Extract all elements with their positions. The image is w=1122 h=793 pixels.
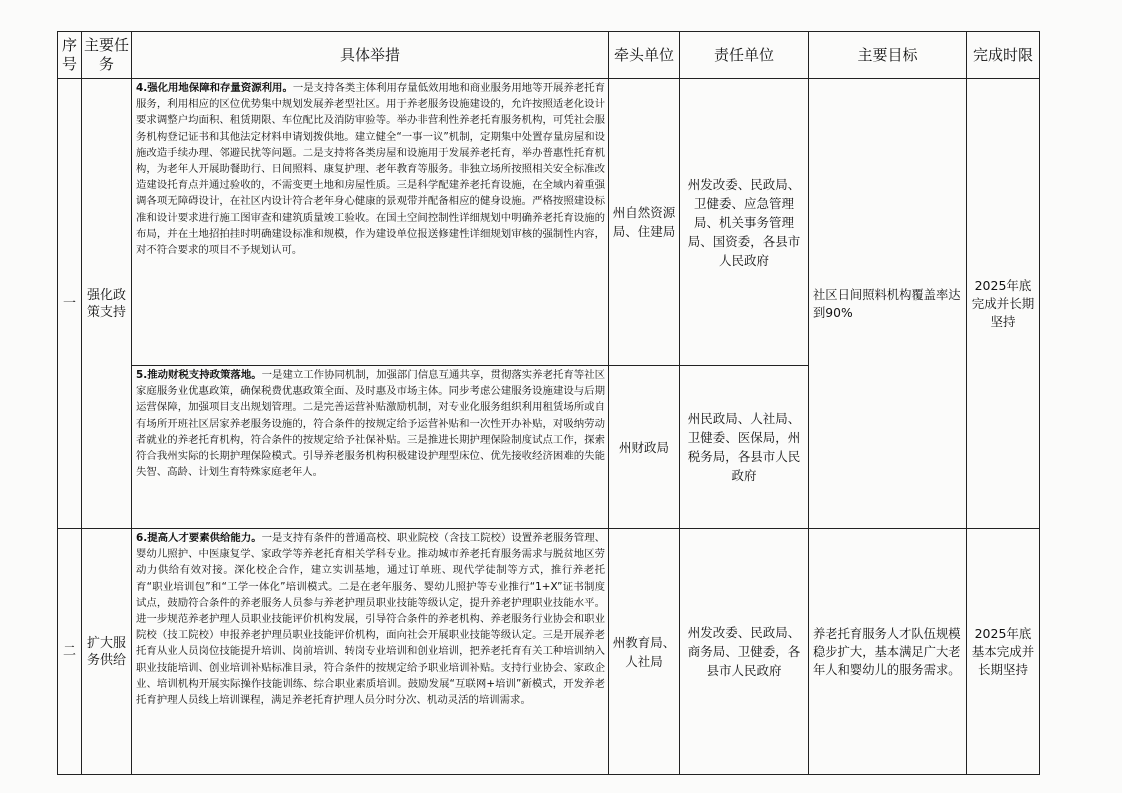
header-responsible: 责任单位 bbox=[680, 32, 809, 79]
table-row bbox=[58, 79, 1040, 366]
measure-title: 4.强化用地保障和存量资源利用。 bbox=[136, 82, 293, 94]
measure-text: 一是支持有条件的普通高校、职业院校（含技工院校）设置养老服务管理、婴幼儿照护、中医康复学、家政学等养老托育相关学科专业。推动城市养老托育服务需求与脱贫地区劳动力供给有效对接。深化校企合作，建立实训基地，通过订单班、现代学徒制等方式，推行养老托育“职业培训包”和“工学一体化”培训模式。二是在老年服务、婴幼儿照护等专业推行“1+X”证书制度试点，鼓励符合条件的养老服务人员参与养老护理员职业技能等级认定，提升养老护理职业技能水平。进一步规范养老护理人员职业技能评价机构发展，引导符合条件的养老机构、养老服务行业协会和职业院校（技工院校）申报养老护理员职业技能评价机构，面向社会开展职业技能等级认定。三是开展养老托育从业人员岗位技能提升培训、岗前培训、转岗专业培训和创业培训，把养老托育有关工种培训纳入职业技能培训、创业培训补贴标准目录，符合条件的按规定给予职业培训补贴。支持行业协会、家政企业、培训机构开展实际操作技能训练、综合职业素质培训。鼓励发展“互联网+培训”新模式，开发养老托育护理人员线上培训课程，满足养老托育护理人员分时分次、机动灵活的培训需求。 bbox=[136, 532, 605, 707]
measure-cell bbox=[132, 366, 609, 529]
measure-text: 一是支持各类主体利用存量低效用地和商业服务用地等开展养老托育服务，利用相应的区位优势集中规划发展养老型社区。用于养老服务设施建设的，允许按照适老化设计要求调整户均面积、租赁期限、车位配比及消防审验等。举办非营利性养老托育服务机构，可凭社会服务机构登记证书和其他法定材料申请划拨供地。建立健全“一事一议”机制，定期集中处置存量房屋和设施改造手续办理、邻避民扰等问题。二是支持将各类房屋和设施用于发展养老托育，举办普惠性托育机构，为老年人开展助餐助行、日间照料、康复护理、老年教育等服务。非独立场所按照相关安全标准改造建设托育点并通过验收的，不需变更土地和房屋性质。三是科学配建养老托育设施，在全域内着重强调各项无障碍设计，在社区内设计符合老年身心健康的景观带并配备相应的健身设施。严格按照建设标准和设计要求进行施工图审查和建筑质量竣工验收。在国土空间控制性详细规划中明确养老托育设施的布局，并在土地招拍挂时明确建设标准和规模，作为建设单位报送修建性详细规划审核的强制性内容，对不符合要求的项目不予规划认可。 bbox=[136, 82, 605, 257]
tasks-table bbox=[57, 31, 1040, 775]
measure-cell bbox=[132, 529, 609, 775]
measure-title: 5.推动财税支持政策落地。 bbox=[136, 369, 262, 381]
header-row bbox=[58, 32, 1040, 79]
responsible-unit: 州民政局、人社局、卫健委、医保局，州税务局，各县市人民政府 bbox=[680, 366, 809, 529]
header-lead: 牵头单位 bbox=[609, 32, 680, 79]
responsible-unit: 州发改委、民政局、卫健委、应急管理局、机关事务管理局、国资委，各县市人民政府 bbox=[680, 79, 809, 366]
goal-cell: 养老托育服务人才队伍规模稳步扩大，基本满足广大老年人和婴幼儿的服务需求。 bbox=[809, 529, 967, 775]
row-task: 扩大服务供给 bbox=[82, 529, 132, 775]
responsible-unit: 州发改委、民政局、商务局、卫健委，各县市人民政府 bbox=[680, 529, 809, 775]
lead-unit: 州教育局、人社局 bbox=[609, 529, 680, 775]
row-number: 二 bbox=[58, 529, 82, 775]
header-no: 序号 bbox=[58, 32, 82, 79]
lead-unit: 州财政局 bbox=[609, 366, 680, 529]
deadline-cell: 2025年底基本完成并长期坚持 bbox=[967, 529, 1040, 775]
deadline-cell: 2025年底完成并长期坚持 bbox=[967, 79, 1040, 529]
measure-title: 6.提高人才要素供给能力。 bbox=[136, 532, 262, 544]
header-task: 主要任务 bbox=[82, 32, 132, 79]
header-measures: 具体举措 bbox=[132, 32, 609, 79]
header-deadline: 完成时限 bbox=[967, 32, 1040, 79]
table-row bbox=[58, 529, 1040, 775]
row-task: 强化政策支持 bbox=[82, 79, 132, 529]
measure-cell bbox=[132, 79, 609, 366]
header-goal: 主要目标 bbox=[809, 32, 967, 79]
row-number: 一 bbox=[58, 79, 82, 529]
lead-unit: 州自然资源局、住建局 bbox=[609, 79, 680, 366]
measure-text: 一是建立工作协同机制，加强部门信息互通共享，贯彻落实养老托育等社区家庭服务业优惠政策，确保税费优惠政策全面、及时惠及市场主体。同步考虑公建服务设施建设与后期运营保障，加强项目支出规划管理。二是完善运营补贴激励机制，对专业化服务组织利用租赁场所或自有场所开班社区居家养老服务设施的，符合条件的按规定给予运营补贴和一次性开办补贴，对吸纳劳动者就业的养老托育机构，符合条件的按规定给予社保补贴。三是推进长期护理保险制度试点工作，探索符合我州实际的长期护理保险模式。引导养老服务机构积极建设护理型床位、优先接收经济困难的失能失智、高龄、计划生育特殊家庭老年人。 bbox=[136, 369, 605, 479]
goal-cell: 社区日间照料机构覆盖率达到90% bbox=[809, 79, 967, 529]
